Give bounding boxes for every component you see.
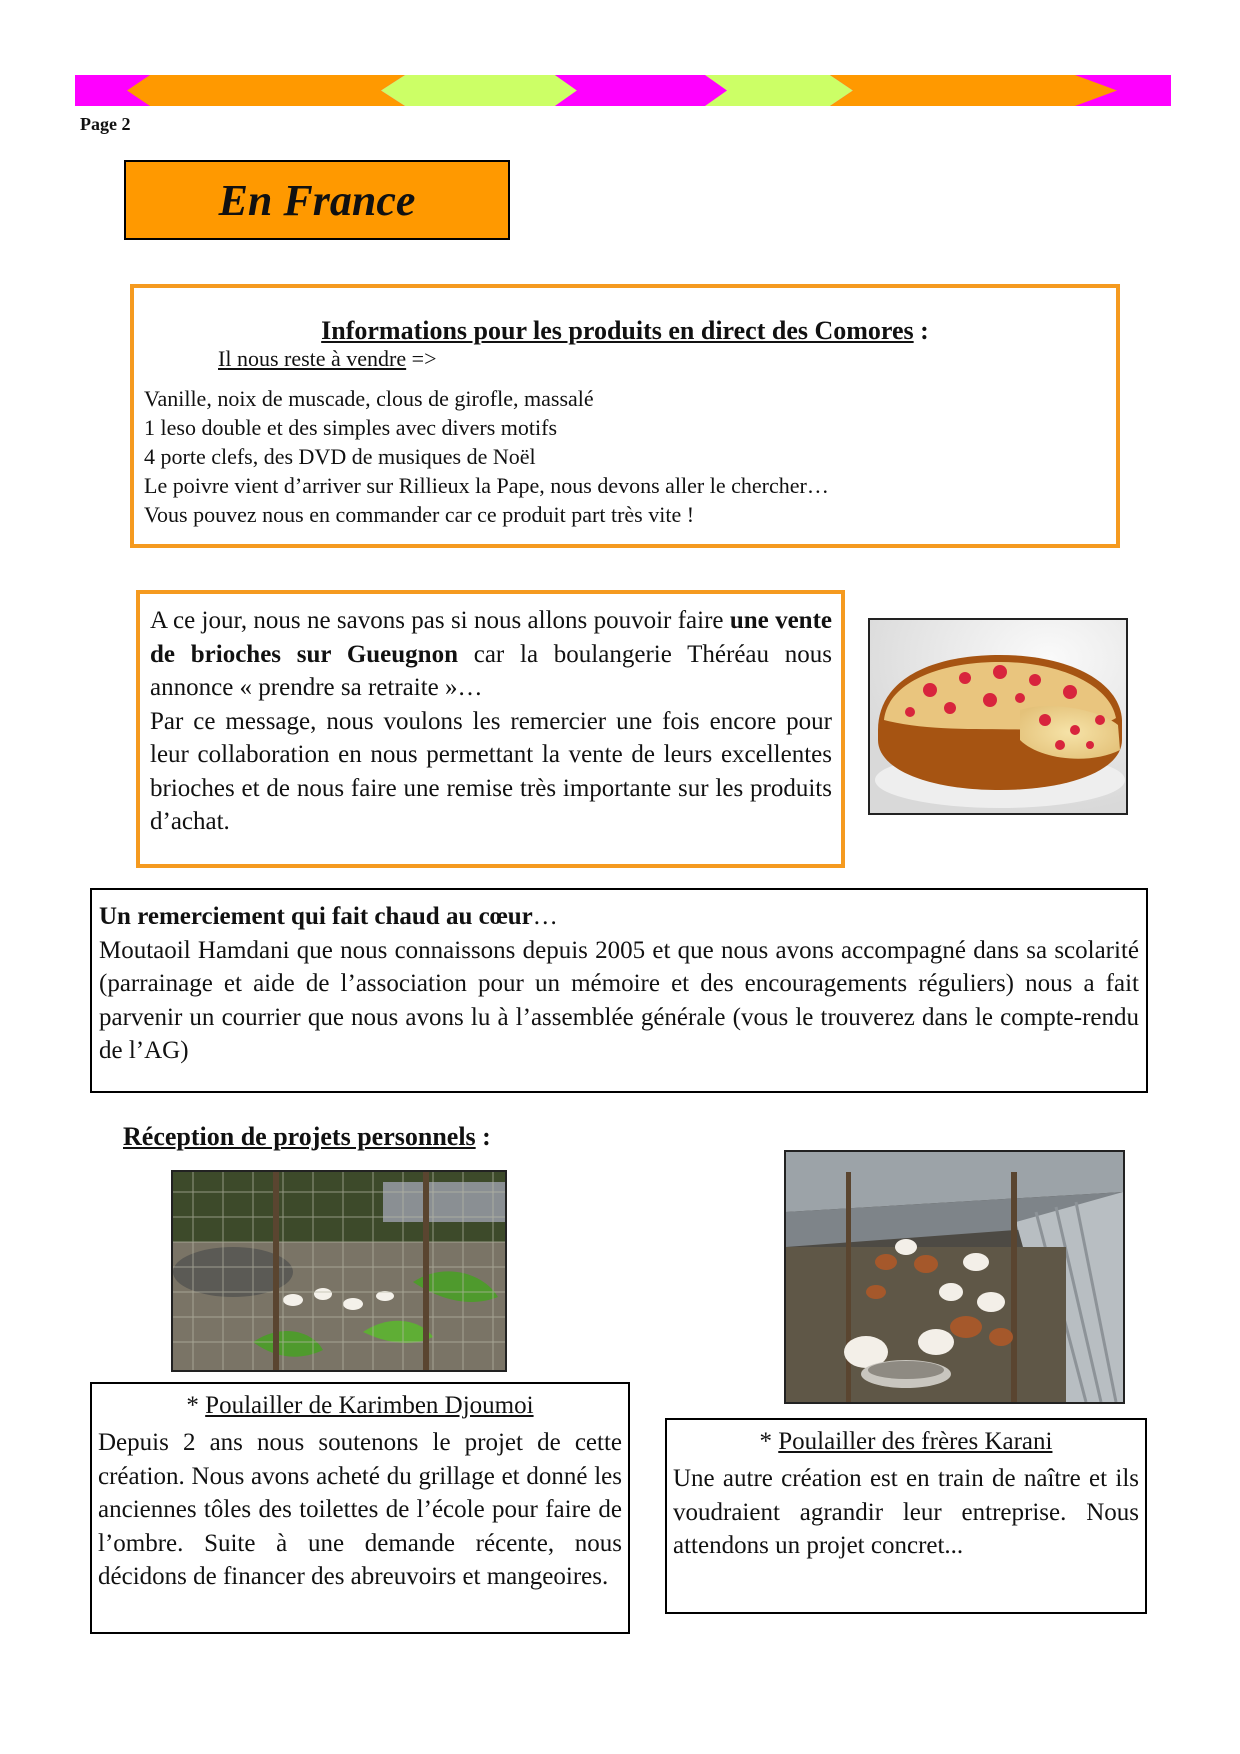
decorative-banner [75,75,1171,106]
list-item: Vous pouvez nous en commander car ce produit part très vite ! [144,502,695,527]
brioche-photo [868,618,1128,815]
karani-caption-box [665,1418,1147,1614]
section-title-box [124,160,510,240]
page-number: Page 2 [80,114,131,134]
thanks-paragraph: Un remerciement qui fait chaud au cœur… Moutaoil Hamdani que nous connaissons depuis 2005 et que nous avons accompagné dans sa scolarité (parrainage et aide de l’association pour un mémoire et des encouragements réguliers) nous a fait parvenir un courrier que nous avons lu à l’assemblée générale (vous le trouverez dans le compte-rendu de l’AG) [99,903,1139,1064]
list-item: Le poivre vient d’arriver sur Rillieux la Pape, nous devons aller le chercher… [144,473,829,498]
products-list [144,384,829,529]
karani-coop-photo [784,1150,1125,1404]
section-title: En France [218,175,416,225]
karimben-caption-box [90,1382,630,1634]
brioche-thanks-paragraph: Par ce message, nous voulons les remercier une fois encore pour leur collaboration en nous permettant la vente de leurs excellentes brioches et de nous faire une remise très importante sur les produits d’achat. [150,707,832,835]
products-info-box [130,284,1120,548]
list-item: 4 porte clefs, des DVD de musiques de Noël [144,444,536,469]
projects-heading: Réception de projets personnels : [123,1122,491,1151]
thanks-heading: Un remerciement qui fait chaud au cœur [99,903,533,930]
list-item: 1 leso double et des simples avec divers motifs [144,415,558,440]
karimben-coop-photo [171,1170,507,1372]
brioche-sale-box [136,590,845,868]
products-info-subtitle: Il nous reste à vendre => [218,346,437,371]
brioche-paragraph: A ce jour, nous ne savons pas si nous allons pouvoir faire une vente de brioches sur Gueugnon car la boulangerie Théréau nous annonce « prendre sa retraite »… Par ce message, nous voulons les remercier une fois encore pour leur collaboration en nous permettant la vente de leurs excellentes brioches et de nous faire une remise très importante sur les produits d’achat. [150,607,832,835]
list-item: Vanille, noix de muscade, clous de girofle, massalé [144,386,594,411]
thanks-body: Moutaoil Hamdani que nous connaissons depuis 2005 et que nous avons accompagné dans sa scolarité (parrainage et aide de l’association pour un mémoire et des encouragements réguliers) nous a fait parvenir un courrier que nous avons lu à l’assemblée générale (vous le trouverez dans le compte-rendu de l’AG) [99,936,1139,1064]
karani-caption-title: * Poulailler des frères Karani [759,1428,1053,1455]
products-info-title: Informations pour les produits en direct des Comores : [321,316,929,345]
karani-caption-body: Une autre création est en train de naître et ils voudraient agrandir leur entreprise. Nous attendons un projet concret... [673,1465,1139,1559]
karimben-caption-body: Depuis 2 ans nous soutenons le projet de cette création. Nous avons acheté du grillage et donné les anciennes tôles des toilettes de l’école pour faire de l’ombre. Suite à une demande récente, nous décidons de financer des abreuvoirs et mangeoires. [98,1429,622,1590]
thanks-box [90,888,1148,1093]
karimben-caption-title: * Poulailler de Karimben Djoumoi [186,1392,534,1419]
